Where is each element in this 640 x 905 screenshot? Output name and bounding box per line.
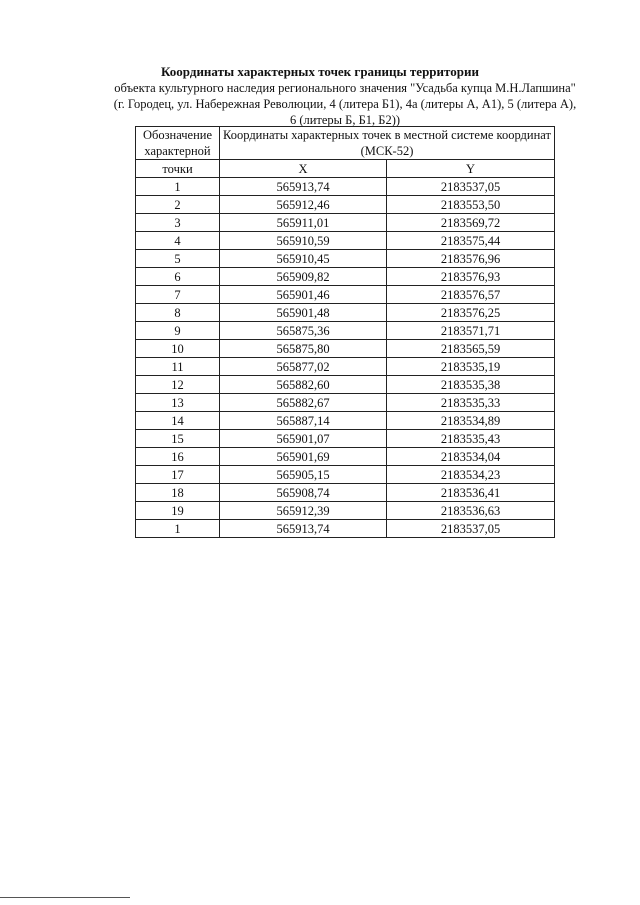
table-row — [136, 448, 555, 466]
y-coordinate-cell: 2183576,96 — [387, 250, 555, 268]
table-row — [136, 358, 555, 376]
x-coordinate-cell: 565909,82 — [220, 268, 387, 286]
document-title: Координаты характерных точек границы территории — [161, 64, 479, 79]
point-number-cell: 13 — [136, 394, 220, 412]
table-row — [136, 286, 555, 304]
y-coordinate-cell: 2183535,38 — [387, 376, 555, 394]
x-coordinate-cell: 565901,69 — [220, 448, 387, 466]
header-coordinates: Координаты характерных точек в местной системе координат (МСК-52) — [220, 127, 555, 160]
y-coordinate-cell: 2183569,72 — [387, 214, 555, 232]
point-number-cell: 8 — [136, 304, 220, 322]
point-number-cell: 11 — [136, 358, 220, 376]
x-coordinate-cell: 565901,07 — [220, 430, 387, 448]
table-row — [136, 340, 555, 358]
x-coordinate-cell: 565875,36 — [220, 322, 387, 340]
table-row — [136, 232, 555, 250]
y-coordinate-cell: 2183535,33 — [387, 394, 555, 412]
x-coordinate-cell: 565912,46 — [220, 196, 387, 214]
header-x: X — [220, 160, 387, 178]
x-coordinate-cell: 565901,46 — [220, 286, 387, 304]
y-coordinate-cell: 2183576,93 — [387, 268, 555, 286]
point-number-cell: 18 — [136, 484, 220, 502]
y-coordinate-cell: 2183534,04 — [387, 448, 555, 466]
page-edge-line — [0, 897, 130, 898]
x-coordinate-cell: 565877,02 — [220, 358, 387, 376]
y-coordinate-cell: 2183553,50 — [387, 196, 555, 214]
header-point-line: Обозначение — [142, 128, 213, 142]
x-coordinate-cell: 565875,80 — [220, 340, 387, 358]
table-row — [136, 520, 555, 538]
y-coordinate-cell: 2183565,59 — [387, 340, 555, 358]
y-coordinate-cell: 2183536,63 — [387, 502, 555, 520]
x-coordinate-cell: 565912,39 — [220, 502, 387, 520]
x-coordinate-cell: 565911,01 — [220, 214, 387, 232]
x-coordinate-cell: 565882,67 — [220, 394, 387, 412]
point-number-cell: 4 — [136, 232, 220, 250]
x-coordinate-cell: 565910,45 — [220, 250, 387, 268]
point-number-cell: 10 — [136, 340, 220, 358]
table-row — [136, 178, 555, 196]
y-coordinate-cell: 2183537,05 — [387, 520, 555, 538]
point-number-cell: 6 — [136, 268, 220, 286]
x-coordinate-cell: 565908,74 — [220, 484, 387, 502]
y-coordinate-cell: 2183535,43 — [387, 430, 555, 448]
document-subtitle — [90, 80, 600, 128]
y-coordinate-cell: 2183571,71 — [387, 322, 555, 340]
table-row — [136, 304, 555, 322]
table-row — [136, 430, 555, 448]
table-row — [136, 214, 555, 232]
table-row — [136, 322, 555, 340]
x-coordinate-cell: 565882,60 — [220, 376, 387, 394]
x-coordinate-cell: 565901,48 — [220, 304, 387, 322]
table-row — [136, 412, 555, 430]
table-row — [136, 268, 555, 286]
point-number-cell: 7 — [136, 286, 220, 304]
table-row — [136, 250, 555, 268]
y-coordinate-cell: 2183576,25 — [387, 304, 555, 322]
y-coordinate-cell: 2183534,23 — [387, 466, 555, 484]
point-number-cell: 16 — [136, 448, 220, 466]
table-row — [136, 484, 555, 502]
point-number-cell: 2 — [136, 196, 220, 214]
point-number-cell: 17 — [136, 466, 220, 484]
table-row — [136, 502, 555, 520]
y-coordinate-cell: 2183576,57 — [387, 286, 555, 304]
subtitle-line: объекта культурного наследия регионального значения "Усадьба купца М.Н.Лапшина" — [114, 81, 576, 95]
point-number-cell: 5 — [136, 250, 220, 268]
x-coordinate-cell: 565905,15 — [220, 466, 387, 484]
point-number-cell: 3 — [136, 214, 220, 232]
header-point-designation — [136, 127, 220, 160]
subtitle-line: 6 (литеры Б, Б1, Б2)) — [289, 113, 401, 127]
coordinates-table — [135, 126, 555, 538]
table-row — [136, 394, 555, 412]
y-coordinate-cell: 2183534,89 — [387, 412, 555, 430]
x-coordinate-cell: 565913,74 — [220, 520, 387, 538]
y-coordinate-cell: 2183537,05 — [387, 178, 555, 196]
table-row — [136, 196, 555, 214]
y-coordinate-cell: 2183536,41 — [387, 484, 555, 502]
header-point-line: точки — [136, 160, 220, 178]
point-number-cell: 1 — [136, 178, 220, 196]
point-number-cell: 12 — [136, 376, 220, 394]
header-point-line: характерной — [144, 144, 211, 158]
y-coordinate-cell: 2183535,19 — [387, 358, 555, 376]
y-coordinate-cell: 2183575,44 — [387, 232, 555, 250]
x-coordinate-cell: 565910,59 — [220, 232, 387, 250]
subtitle-line: (г. Городец, ул. Набережная Революции, 4 (литера Б1), 4а (литеры А, А1), 5 (литера А), — [113, 97, 577, 111]
point-number-cell: 15 — [136, 430, 220, 448]
point-number-cell: 1 — [136, 520, 220, 538]
header-y: Y — [387, 160, 555, 178]
point-number-cell: 19 — [136, 502, 220, 520]
point-number-cell: 14 — [136, 412, 220, 430]
table-row — [136, 466, 555, 484]
x-coordinate-cell: 565887,14 — [220, 412, 387, 430]
table-row — [136, 376, 555, 394]
point-number-cell: 9 — [136, 322, 220, 340]
x-coordinate-cell: 565913,74 — [220, 178, 387, 196]
